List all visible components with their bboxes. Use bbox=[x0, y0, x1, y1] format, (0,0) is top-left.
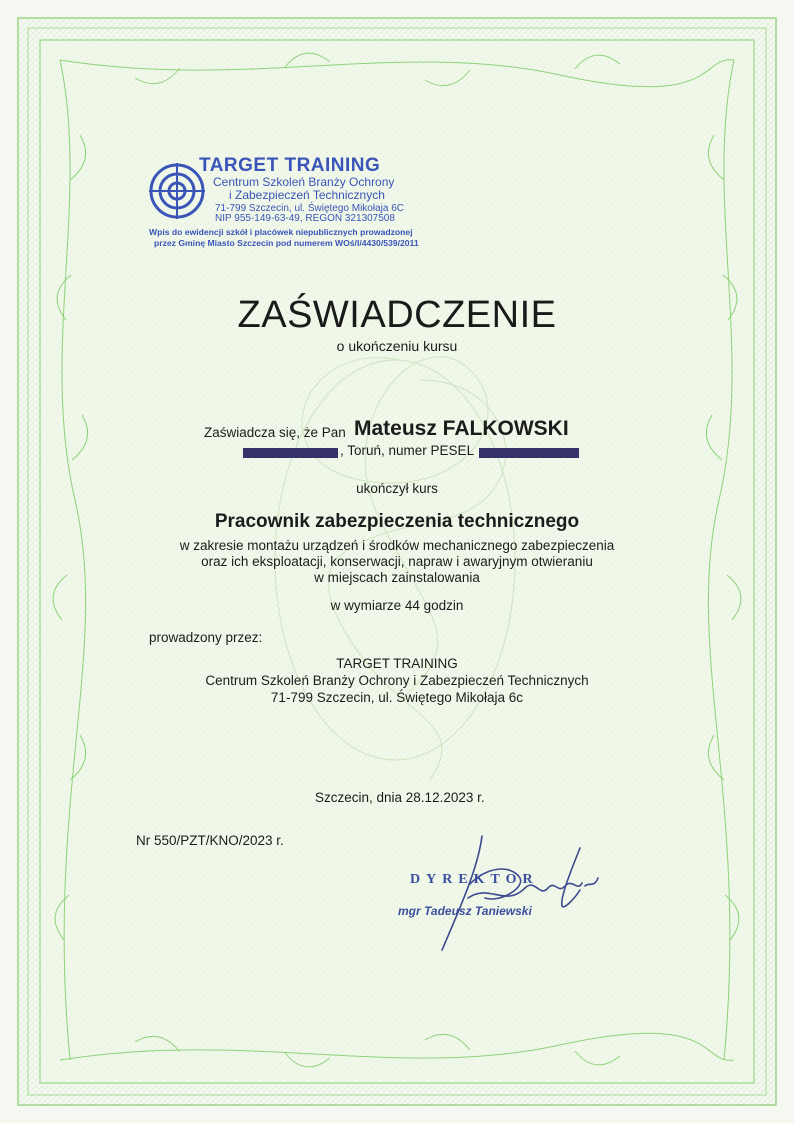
certify-prefix: Zaświadcza się, że Pan bbox=[204, 425, 346, 440]
stamp-line: Centrum Szkoleń Branży Ochrony bbox=[213, 175, 395, 189]
document-title: ZAŚWIADCZENIE bbox=[237, 294, 557, 336]
certificate-number: Nr 550/PZT/KNO/2023 r. bbox=[136, 833, 284, 848]
course-description-line: oraz ich eksploatacji, konserwacji, napraw i awaryjnym otwieraniu bbox=[201, 554, 593, 569]
director-title: DYREKTOR bbox=[410, 872, 539, 887]
organization-line: TARGET TRAINING bbox=[336, 656, 458, 671]
person-name: Mateusz FALKOWSKI bbox=[354, 417, 569, 440]
organization-line: 71-799 Szczecin, ul. Świętego Mikołaja 6c bbox=[270, 690, 524, 705]
stamp-line: i Zabezpieczeń Technicznych bbox=[229, 188, 385, 202]
conducted-by-label: prowadzony przez: bbox=[149, 630, 263, 645]
redaction-bar bbox=[243, 448, 338, 458]
stamp-company-name: TARGET TRAINING bbox=[199, 155, 381, 176]
course-name: Pracownik zabezpieczenia technicznego bbox=[214, 511, 580, 532]
director-name: mgr Tadeusz Taniewski bbox=[398, 904, 532, 918]
target-logo-icon bbox=[147, 161, 207, 221]
course-description-line: w zakresie montażu urządzeń i środków mechanicznego zabezpieczenia bbox=[179, 538, 615, 553]
company-stamp bbox=[147, 155, 417, 250]
redaction-bar bbox=[479, 448, 579, 458]
organization-line: Centrum Szkoleń Branży Ochrony i Zabezpieczeń Technicznych bbox=[205, 673, 589, 688]
stamp-tax-ids: NIP 955-149-63-49, REGON 321307508 bbox=[215, 213, 395, 224]
completed-text: ukończył kurs bbox=[356, 481, 438, 496]
stamp-address: 71-799 Szczecin, ul. Świętego Mikołaja 6C bbox=[215, 203, 404, 214]
stamp-registry-line: Wpis do ewidencji szkół i placówek niepublicznych prowadzonej bbox=[149, 227, 413, 237]
document-subtitle: o ukończeniu kursu bbox=[336, 338, 458, 354]
course-description-line: w miejscach zainstalowania bbox=[314, 570, 480, 585]
handwritten-signature bbox=[430, 828, 610, 958]
place-and-date: Szczecin, dnia 28.12.2023 r. bbox=[315, 790, 485, 805]
course-hours: w wymiarze 44 godzin bbox=[330, 598, 464, 613]
stamp-registry-line: przez Gminę Miasto Szczecin pod numerem WOś/I/4430/539/2011 bbox=[154, 238, 419, 248]
location-pesel-text: , Toruń, numer PESEL bbox=[340, 443, 475, 458]
